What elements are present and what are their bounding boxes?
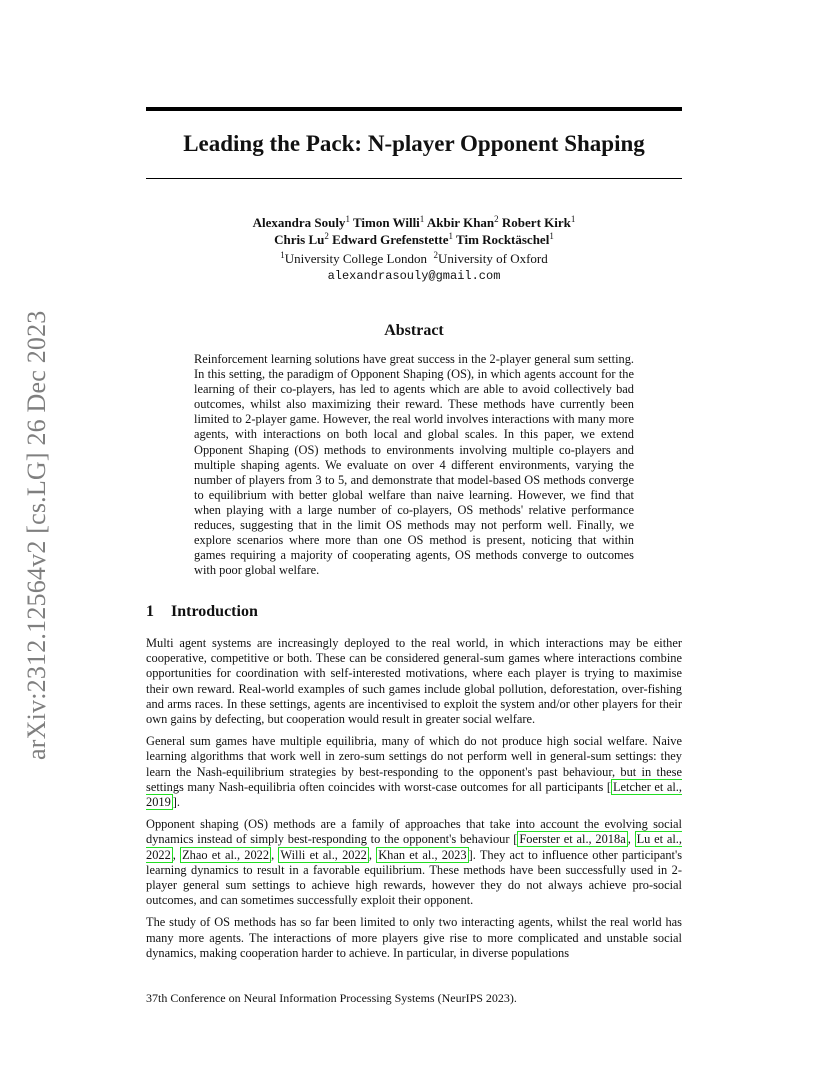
author-email[interactable]: alexandrasouly@gmail.com	[327, 269, 501, 283]
citation-link[interactable]: Letcher et al., 2019	[146, 779, 682, 810]
citation-link[interactable]: Khan et al., 2023	[378, 847, 467, 862]
top-rule	[146, 107, 682, 111]
author-line-2	[146, 231, 682, 248]
paragraph: The study of OS methods has so far been limited to only two interacting agents, whilst the real world has many more agents. The interactions of more players give rise to more complicated and unstable social dynamics, making cooperation harder to achieve. In particular, in diverse populations	[146, 915, 682, 960]
affiliation-mark: 1	[448, 231, 454, 241]
citation-link[interactable]: Lu et al., 2022	[146, 832, 682, 862]
author-name: Robert Kirk	[501, 215, 571, 230]
author-block	[146, 214, 682, 285]
affiliation-mark: 2	[324, 231, 329, 241]
abstract-body: Reinforcement learning solutions have great success in the 2-player general sum setting. In this setting, the paradigm of Opponent Shaping (OS), in which agents account for the learning of their co-players, has led to agents which are able to avoid collectively bad outcomes, whilst also maximizing their reward. These methods have currently been limited to 2-player game. However, the real world involves interactions with many more agents, with interactions on both local and global scales. In this paper, we extend Opponent Shaping (OS) methods to environments involving multiple co-players and multiple shaping agents. We evaluate on over 4 different environments, varying the number of players from 3 to 5, and demonstrate that model-based OS methods converge to equilibrium with better global welfare than naive learning. However, we find that when playing with a large number of co-players, OS methods' relative performance reduces, suggesting that in the limit OS methods may not perform well. Finally, we explore scenarios where more than one OS method is present, noticing that within games requiring a majority of cooperating agents, OS methods converge to outcomes with poor global welfare.	[194, 352, 634, 578]
author-line-1	[146, 214, 682, 231]
abstract-heading: Abstract	[384, 322, 444, 339]
affiliation-mark: 1	[280, 250, 285, 260]
conference-footer: 37th Conference on Neural Information Processing Systems (NeurIPS 2023).	[146, 991, 517, 1005]
citation-bracket: ].	[172, 795, 181, 810]
affiliation-oxford: University of Oxford	[438, 251, 548, 266]
citation-link[interactable]: Willi et al., 2022	[280, 847, 367, 862]
section-heading-introduction	[146, 602, 258, 622]
paragraph	[146, 734, 682, 810]
paragraph-text: They act to influence other participant's learning dynamics to result in a favorable equilibrium. These methods have been successfully used in 2-player general sum settings to achieve high rewards, however they do not always achieve pro-social outcomes, and can sometimes successfully exploit their opponent.	[146, 847, 683, 908]
paragraph: Opponent shaping (OS) methods are a family of approaches that take into account the evolving social dynamics instead of simply best-responding to the opponent's behaviour [ Foerster et al., 2018a , Lu et al., 2022 , Zhao et al., 2022 , Willi et al., 2022 , Khan et al., 2023 ]. They act to influence other participant's learning dynamics to result in a favorable equilibrium. These methods have been successfully used in 2-player general sum settings to achieve high rewards, however they do not always achieve pro-social outcomes, and can sometimes successfully exploit their opponent.	[146, 817, 683, 908]
affiliation-mark: 1	[549, 231, 554, 241]
affiliations	[146, 250, 682, 267]
paragraph: Multi agent systems are increasingly deployed to the real world, in which interactions may be either cooperative, competitive or both. These can be considered general-sum games where interactions combine opportunities for coordination with self-interested motivations, where each player is trying to maximise their own reward. Real-world examples of such games include global pollution, deforestation, over-fishing and arms races. In these settings, agents are incentivised to exploit the system and/or other players for their own gains by defecting, but cooperation would result in greater social welfare.	[146, 636, 682, 727]
affiliation-mark: 1	[345, 214, 350, 224]
arxiv-side-identifier: arXiv:2312.12564v2 [cs.LG] 26 Dec 2023	[22, 310, 51, 760]
author-name: Alexandra Souly	[252, 215, 346, 230]
citation-link[interactable]: Foerster et al., 2018a	[519, 832, 626, 847]
introduction-body	[146, 636, 682, 968]
author-name: Timon Willi	[352, 215, 420, 230]
paragraph-text: Opponent shaping (OS) methods are a family of approaches that take into account the evolving social dynamics instead of simply best-responding to the opponent's behaviour	[146, 817, 682, 847]
citation-link[interactable]: Zhao et al., 2022	[182, 847, 270, 862]
section-title: Introduction	[171, 603, 258, 620]
affiliation-mark: 2	[433, 250, 438, 260]
paragraph-text: General sum games have multiple equilibria, many of which do not produce high social welfare. Naive learning algorithms that work well in zero-sum settings do not perform well in general-sum settings: they learn the Nash-equilibrium strategies by best-responding to the opponent's past behaviour, but in these settings many Nash-equilibria often coincides with worst-case outcomes for all participants	[146, 734, 682, 794]
affiliation-ucl: University College London	[284, 251, 427, 266]
section-number: 1	[146, 603, 154, 620]
author-name: Akbir Khan	[426, 215, 495, 230]
affiliation-mark: 1	[570, 214, 576, 224]
citation-bracket: [	[513, 832, 518, 847]
title-bottom-rule	[146, 178, 682, 179]
affiliation-mark: 2	[494, 214, 499, 224]
affiliation-mark: 1	[419, 214, 425, 224]
citation-bracket: [	[606, 779, 611, 794]
author-name: Edward Grefenstette	[332, 232, 449, 247]
paper-title: Leading the Pack: N-player Opponent Shaping	[183, 131, 645, 156]
author-name: Chris Lu	[274, 232, 325, 247]
author-name: Tim Rocktäschel	[456, 232, 550, 247]
citation-bracket: ].	[468, 847, 476, 862]
